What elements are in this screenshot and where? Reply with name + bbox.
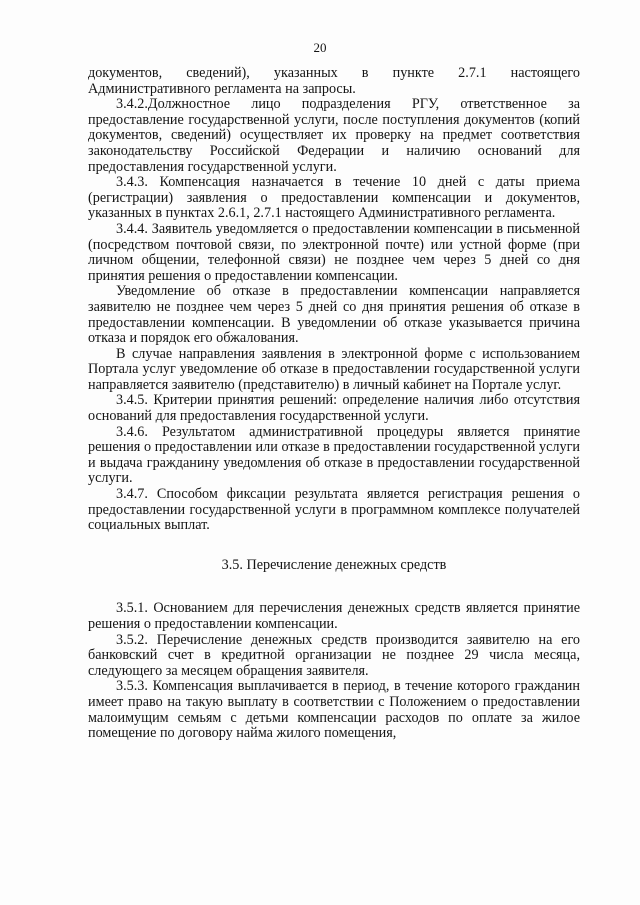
paragraph: Уведомление об отказе в предоставлении компенсации направляется заявителю не позднее чем через 5 дней со дня принятия решения об отказе в предоставлении компенсации. В уведомлении об отказе указывается причина отказа и порядок его обжалования. <box>88 283 580 347</box>
paragraph: 3.4.3. Компенсация назначается в течение 10 дней с даты приема (регистрации) заявления о предоставлении компенсации и документов, указанных в пунктах 2.6.1, 2.7.1 настоящего Административного регламента. <box>88 174 580 222</box>
page-number: 20 <box>313 40 327 55</box>
paragraph: В случае направления заявления в электронной форме с использованием Портала услуг уведомление об отказе в предоставлении государственной услуги направляется заявителю (представителю) в личный кабинет на Портале услуг. <box>88 345 580 393</box>
paragraph: 3.4.4. Заявитель уведомляется о предоставлении компенсации в письменной (посредством почтовой связи, по электронной почте) или устной форме (при личном общении, телефонной связи) не позднее чем через 5 дней со дня принятия решения о предоставлении компенсации. <box>88 220 580 284</box>
paragraph: 3.4.6. Результатом административной процедуры является принятие решения о предоставлении или отказе в предоставлении государственной услуги и выдача гражданину уведомления об отказе в предоставлении государственной услуги. <box>88 423 580 487</box>
paragraph: 3.5.1. Основанием для перечисления денежных средств является принятие решения о предоставлении компенсации. <box>88 600 580 632</box>
section-heading: 3.5. Перечисление денежных средств <box>221 556 447 573</box>
paragraph: 3.4.7. Способом фиксации результата является регистрация решения о предоставлении государственной услуги в программном комплексе получателей социальных выплат. <box>88 486 580 534</box>
paragraph: документов, сведений), указанных в пункте 2.7.1 настоящего Административного регламента на запросы. <box>88 65 580 97</box>
paragraph: 3.5.3. Компенсация выплачивается в период, в течение которого гражданин имеет право на такую выплату в соответствии с Положением о предоставлении малоимущим семьям с детьми компенсации расходов по оплате за жилое помещение по договору найма жилого помещения, <box>88 678 580 742</box>
paragraph: 3.4.5. Критерии принятия решений: определение наличия либо отсутствия оснований для предоставления государственной услуги. <box>88 392 580 425</box>
paragraph: 3.4.2.Должностное лицо подразделения РГУ, ответственное за предоставление государственной услуги, после поступления документов (копий документов, сведений) осуществляет их проверку на предмет соответствия законодательству Российской Федерации и наличию оснований для предоставления государственной услуги. <box>88 96 580 175</box>
paragraph: 3.5.2. Перечисление денежных средств производится заявителю на его банковский счет в кредитной организации не позднее 29 числа месяца, следующего за месяцем обращения заявителя. <box>88 631 580 679</box>
paragraph-group-top <box>88 66 580 534</box>
document-body <box>88 66 580 742</box>
paragraph-group-bottom <box>88 601 580 741</box>
